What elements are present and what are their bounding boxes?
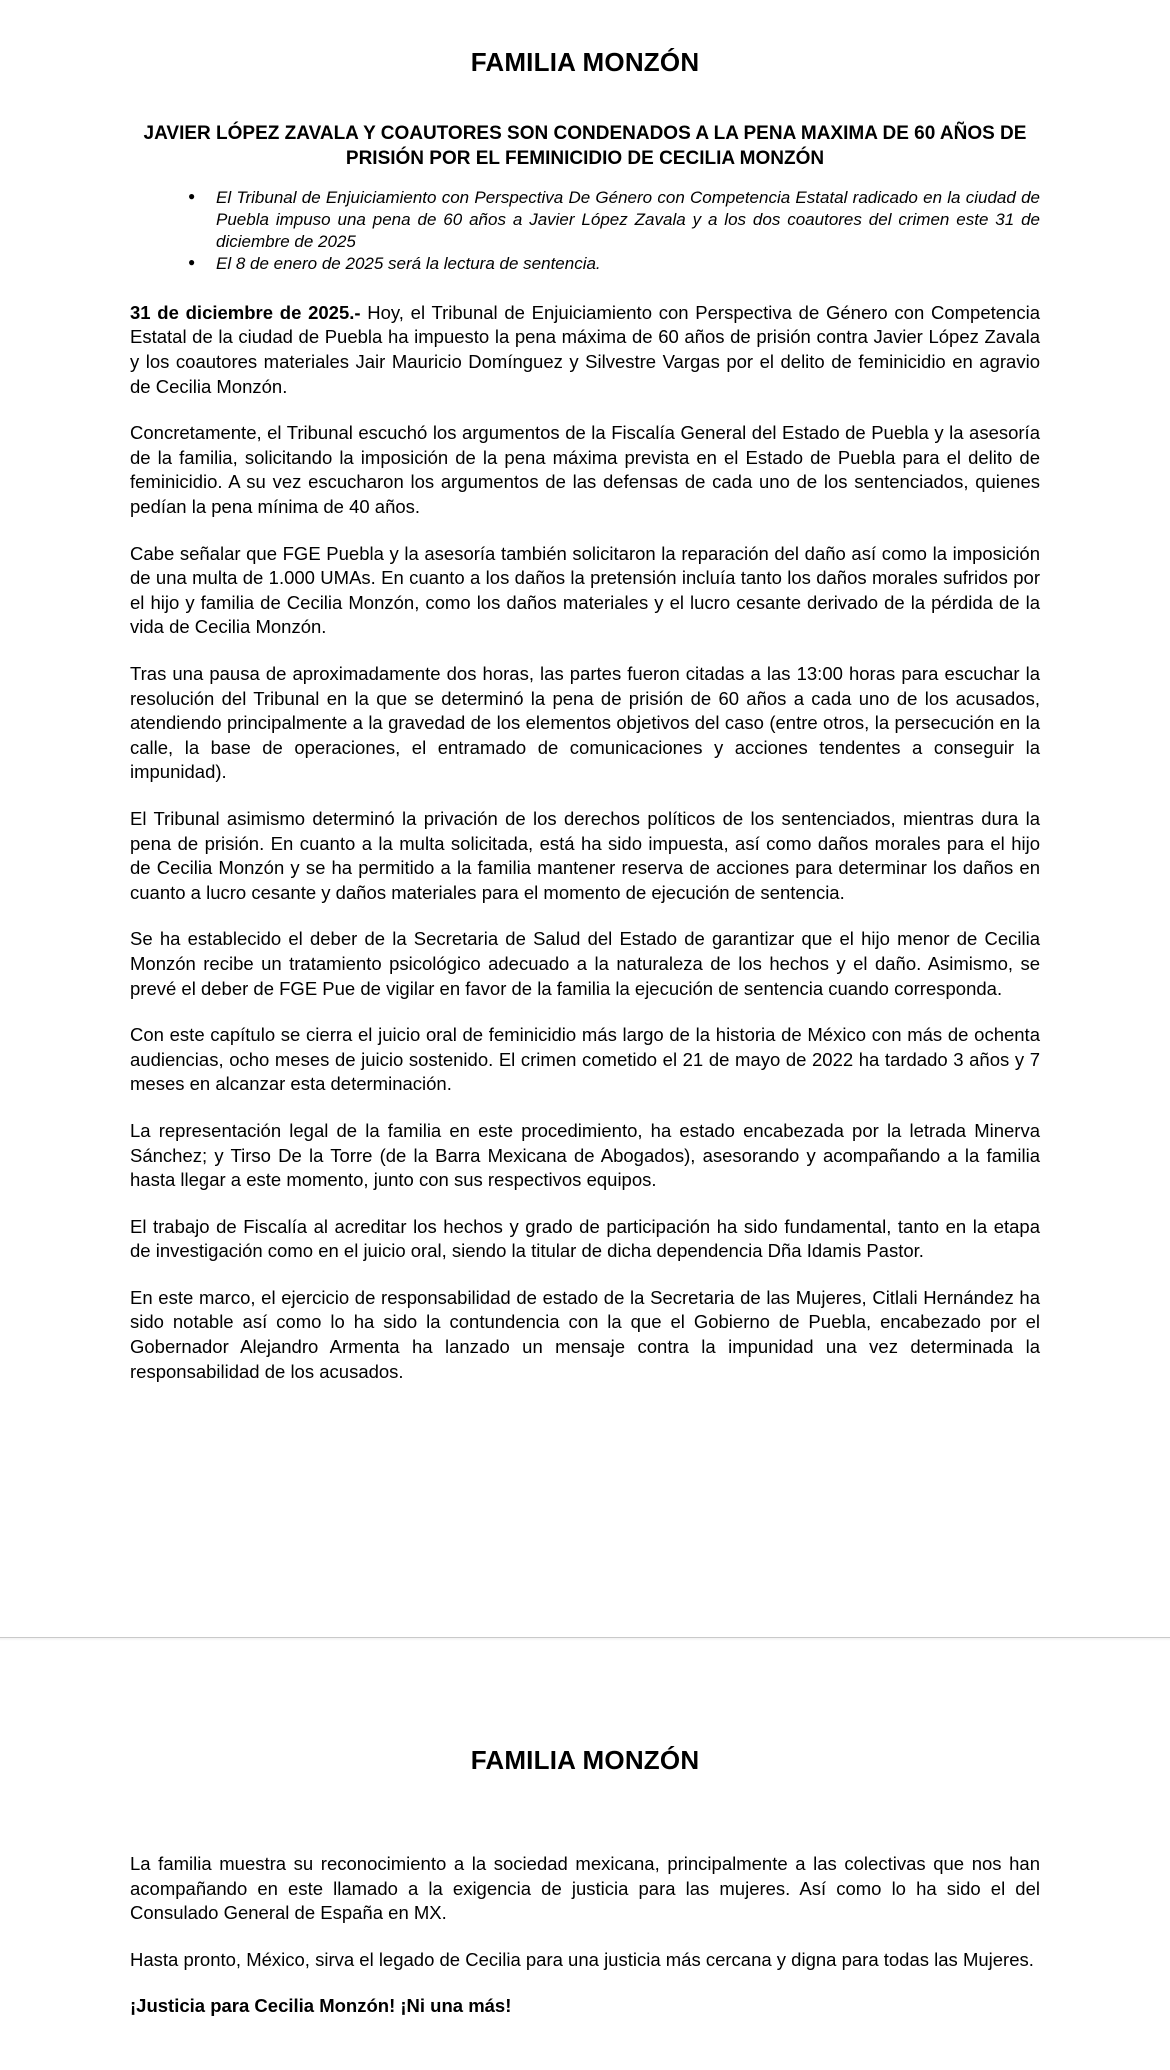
paragraph: Se ha establecido el deber de la Secretaria de Salud del Estado de garantizar que el hijo menor de Cecilia Monzón recibe un tratamiento psicológico adecuado a la naturaleza de los hechos y el daño. Asimismo, se prevé el deber de FGE Pue de vigilar en favor de la familia la ejecución de sentencia cuando corresponda.: [130, 928, 1040, 999]
closing-slogan: ¡Justicia para Cecilia Monzón! ¡Ni una más!: [130, 1995, 512, 2017]
paragraph: Hasta pronto, México, sirva el legado de Cecilia para una justicia más cercana y digna para todas las Mujeres.: [130, 1948, 1034, 1970]
paragraph: Concretamente, el Tribunal escuchó los argumentos de la Fiscalía General del Estado de Puebla y la asesoría de la familia, solicitando la imposición de la pena máxima prevista en el Estado de Puebla para el delito de feminicidio. A su vez escucharon los argumentos de las defensas de cada uno de los sentenciados, quienes pedían la pena mínima de 40 años.: [130, 422, 1040, 518]
paragraph: En este marco, el ejercicio de responsabilidad de estado de la Secretaria de las Mujeres, Citlali Hernández ha sido notable así como lo ha sido la contundencia con la que el Gobierno de Puebla, encabezado por el Gobernador Alejandro Armenta ha lanzado un mensaje contra la impunidad una vez determinada la responsabilidad de los acusados.: [130, 1286, 1040, 1382]
document-page-1: [0, 17, 1170, 1637]
paragraph: La familia muestra su reconocimiento a la sociedad mexicana, principalmente a las colectivas que nos han acompañando en este llamado a la exigencia de justicia para las mujeres. Así como lo ha sido el del Consulado General de España en MX.: [130, 1853, 1040, 1924]
paragraph: La representación legal de la familia en este procedimiento, ha estado encabezada por la letrada Minerva Sánchez; y Tirso De la Torre (de la Barra Mexicana de Abogados), asesorando y acompañando a la familia hasta llegar a este momento, junto con sus respectivos equipos.: [130, 1119, 1040, 1191]
lead-paragraph-text: Hoy, el Tribunal de Enjuiciamiento con Perspectiva de Género con Competencia Estatal de la ciudad de Puebla ha impuesto la pena máxima de 60 años de prisión contra Javier López Zavala y los coautores materiales Jair Mauricio Domínguez y Silvestre Vargas por el delito de feminicidio en agravio de Cecilia Monzón.: [130, 301, 1040, 397]
paragraph: Con este capítulo se cierra el juicio oral de feminicidio más largo de la historia de México con más de ochenta audiencias, ocho meses de juicio sostenido. El crimen cometido el 21 de mayo de 2022 ha tardado 3 años y 7 meses en alcanzar esta determinación.: [130, 1024, 1040, 1095]
paragraph: Tras una pausa de aproximadamente dos horas, las partes fueron citadas a las 13:00 horas para escuchar la resolución del Tribunal en la que se determinó la pena de prisión de 60 años a cada uno de los acusados, atendiendo principalmente a la gravedad de los elementos objetivos del caso (entre otros, la persecución en la calle, la base de operaciones, el entramado de comunicaciones y acciones tendentes a conseguir la impunidad).: [130, 663, 1040, 783]
paragraph: El trabajo de Fiscalía al acreditar los hechos y grado de participación ha sido fundamental, tanto en la etapa de investigación como en el juicio oral, siendo la titular de dicha dependencia Dña Idamis Pastor.: [130, 1215, 1040, 1262]
list-item: ● El Tribunal de Enjuiciamiento con Perspectiva De Género con Competencia Estatal radicado en la ciudad de Puebla impuso una pena de 60 años a Javier López Zavala y a los dos coautores del crimen este 31 de diciembre de 2025: [182, 187, 1040, 253]
body-copy: [130, 301, 1040, 1384]
page-break-divider: [0, 1637, 1170, 1641]
press-release-headline: JAVIER LÓPEZ ZAVALA Y COAUTORES SON CONDENADOS A LA PENA MAXIMA DE 60 AÑOS DE PRISIÓN POR EL FEMINICIDIO DE CECILIA MONZÓN: [143, 122, 1027, 169]
body-copy: [130, 1852, 1040, 2019]
document-page-2: [0, 1659, 1170, 2070]
dateline: 31 de diciembre de 2025.-: [130, 301, 361, 323]
paragraph: El Tribunal asimismo determinó la privación de los derechos políticos de los sentenciados, mientras dura la pena de prisión. En cuanto a la multa solicitada, está ha sido impuesta, así como daños morales para el hijo de Cecilia Monzón y se ha permitido a la familia mantener reserva de acciones para determinar los daños en cuanto a lucro cesante y daños materiales para el momento de ejecución de sentencia.: [130, 807, 1040, 903]
summary-bullet-list: [130, 187, 1040, 275]
page-title: FAMILIA MONZÓN: [470, 47, 700, 78]
document-root: [0, 17, 1170, 2069]
list-item: ● El 8 de enero de 2025 será la lectura de sentencia.: [182, 253, 1040, 275]
page-title: FAMILIA MONZÓN: [470, 1744, 700, 1775]
paragraph: Cabe señalar que FGE Puebla y la asesoría también solicitaron la reparación del daño así como la imposición de una multa de 1.000 UMAs. En cuanto a los daños la pretensión incluía tanto los daños morales sufridos por el hijo y familia de Cecilia Monzón, como los daños materiales y el lucro cesante derivado de la pérdida de la vida de Cecilia Monzón.: [130, 542, 1040, 638]
lead-paragraph: [130, 301, 1040, 399]
